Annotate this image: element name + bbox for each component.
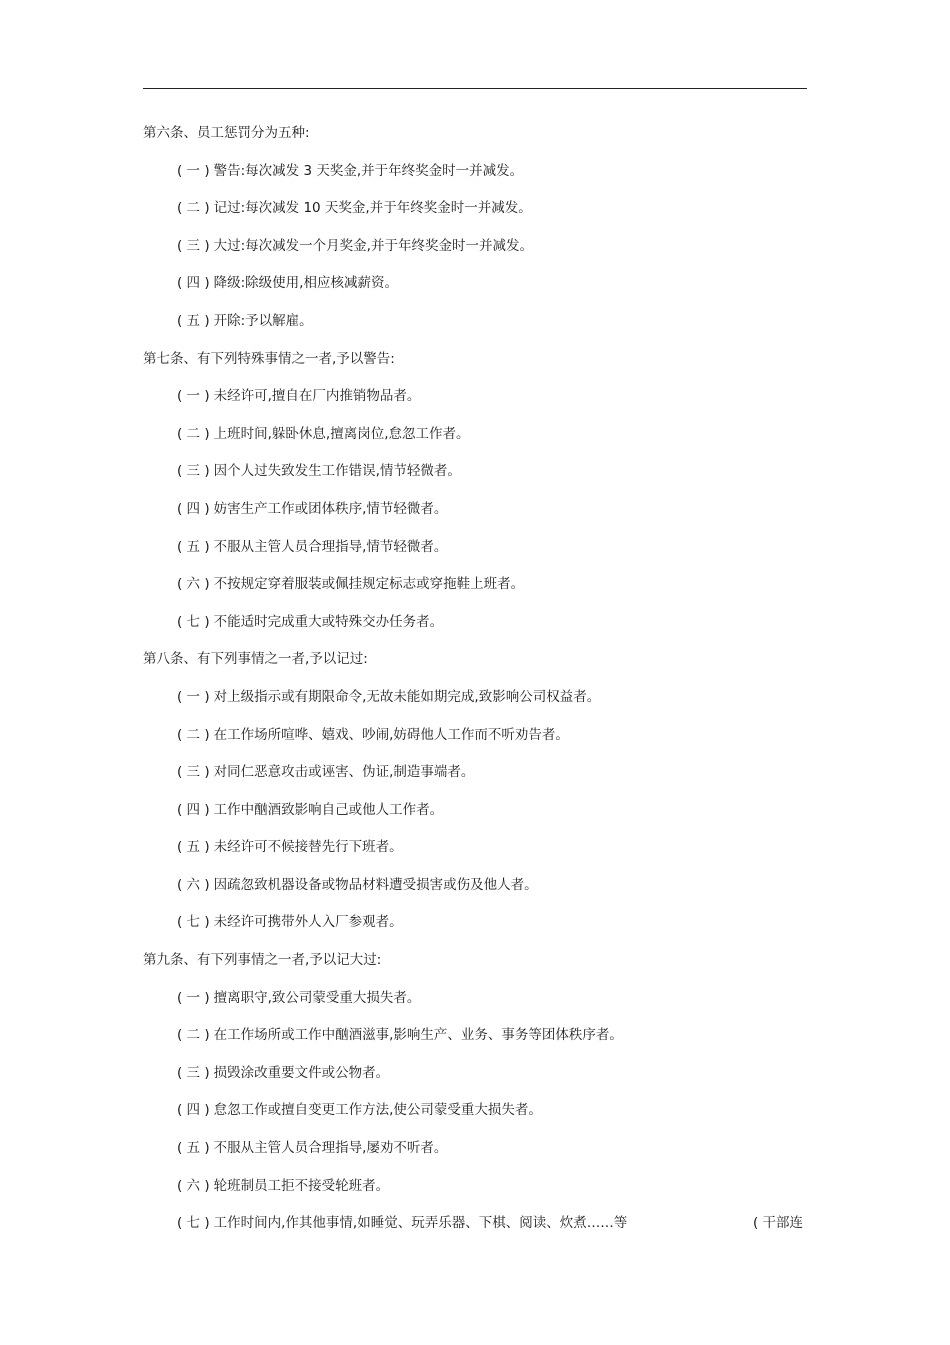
clause-item [143,720,807,758]
clause-item [143,419,807,457]
clause-text: 记过:每次减发 10 天奖金,并于年终奖金时一并减发。 [213,200,532,217]
clause-item [143,1058,807,1096]
clause-item [143,607,807,645]
clause-text: 警告:每次减发 3 天奖金,并于年终奖金时一并减发。 [213,162,524,179]
clause-text: 工作时间内,作其他事情,如睡觉、玩弄乐器、下棋、阅读、炊煮……等 [213,1215,628,1232]
clause-trailing-text: ( 干部连 [752,1215,803,1232]
clause-text: 上班时间,躲卧休息,擅离岗位,怠忽工作者。 [213,425,470,442]
clause-item [143,1171,807,1209]
clause-item [143,532,807,570]
clause-text: 开除:予以解雇。 [213,312,313,329]
article-heading: 第七条、有下列特殊事情之一者,予以警告: [143,350,395,367]
clause-number: ( 六 ) [177,1177,210,1194]
clause-text: 妨害生产工作或团体秩序,情节轻微者。 [213,500,448,517]
clause-item [143,456,807,494]
clause-text: 未经许可,擅自在厂内推销物品者。 [213,388,421,405]
clause-item [143,870,807,908]
clause-item [143,306,807,344]
clause-number: ( 一 ) [177,162,210,179]
clause-number: ( 二 ) [177,726,210,743]
clause-text: 因个人过失致发生工作错误,情节轻微者。 [213,463,461,480]
header-rule [143,88,807,89]
clause-number: ( 六 ) [177,576,210,593]
article-heading: 第六条、员工惩罚分为五种: [143,125,310,141]
clause-text: 不服从主管人员合理指导,情节轻微者。 [213,538,448,555]
clause-text: 怠忽工作或擅自变更工作方法,使公司蒙受重大损失者。 [213,1102,542,1119]
clause-text: 擅离职守,致公司蒙受重大损失者。 [213,989,421,1006]
clause-text: 工作中酗酒致影响自己或他人工作者。 [213,801,444,818]
clause-number: ( 三 ) [177,463,210,480]
clause-item [143,193,807,231]
clause-text: 降级:除级使用,相应核减薪资。 [213,275,398,292]
clause-number: ( 一 ) [177,388,210,405]
document-body [143,118,807,1246]
clause-number: ( 四 ) [177,801,210,818]
clause-item [143,1095,807,1133]
clause-item [143,983,807,1021]
clause-text: 未经许可不候接替先行下班者。 [213,839,403,856]
clause-text: 大过:每次减发一个月奖金,并于年终奖金时一并减发。 [213,237,533,254]
clause-number: ( 七 ) [177,914,210,931]
clause-number: ( 七 ) [177,613,210,630]
clause-number: ( 三 ) [177,237,210,254]
clause-number: ( 三 ) [177,764,210,781]
clause-text: 损毁涂改重要文件或公物者。 [213,1064,390,1081]
clause-number: ( 二 ) [177,1027,210,1044]
clause-number: ( 三 ) [177,1064,210,1081]
clause-item [143,1020,807,1058]
clause-text: 不服从主管人员合理指导,屡劝不听者。 [213,1140,448,1157]
clause-number: ( 二 ) [177,200,210,217]
clause-text: 轮班制员工拒不接受轮班者。 [213,1177,390,1194]
clause-number: ( 五 ) [177,839,210,856]
clause-item [143,795,807,833]
clause-number: ( 六 ) [177,876,210,893]
clause-text: 不按规定穿着服装或佩挂规定标志或穿拖鞋上班者。 [213,576,525,593]
clause-number: ( 二 ) [177,425,210,442]
clause-text: 对上级指示或有期限命令,无故未能如期完成,致影响公司权益者。 [213,688,601,705]
clause-item [143,682,807,720]
clause-number: ( 四 ) [177,1102,210,1119]
clause-item [143,1208,807,1246]
clause-number: ( 七 ) [177,1215,210,1232]
clause-item [143,1133,807,1171]
clause-item [143,907,807,945]
clause-item [143,381,807,419]
clause-text: 因疏忽致机器设备或物品材料遭受损害或伤及他人者。 [213,876,538,893]
clause-number: ( 一 ) [177,989,210,1006]
clause-item [143,832,807,870]
clause-number: ( 一 ) [177,688,210,705]
clause-number: ( 五 ) [177,312,210,329]
clause-item [143,268,807,306]
clause-item [143,569,807,607]
clause-number: ( 五 ) [177,538,210,555]
clause-text: 对同仁恶意攻击或诬害、伪证,制造事端者。 [213,764,475,781]
clause-number: ( 四 ) [177,275,210,292]
clause-text: 不能适时完成重大或特殊交办任务者。 [213,613,444,630]
clause-item [143,231,807,269]
clause-number: ( 四 ) [177,500,210,517]
clause-number: ( 五 ) [177,1140,210,1157]
article-heading: 第九条、有下列事情之一者,予以记大过: [143,952,382,969]
clause-item [143,156,807,194]
clause-item [143,757,807,795]
clause-item [143,494,807,532]
clause-text: 未经许可携带外人入厂参观者。 [213,914,403,931]
clause-text: 在工作场所或工作中酗酒滋事,影响生产、业务、事务等团体秩序者。 [213,1027,623,1044]
clause-text: 在工作场所喧哗、嬉戏、吵闹,妨碍他人工作而不听劝告者。 [213,726,569,743]
article-heading: 第八条、有下列事情之一者,予以记过: [143,651,368,668]
